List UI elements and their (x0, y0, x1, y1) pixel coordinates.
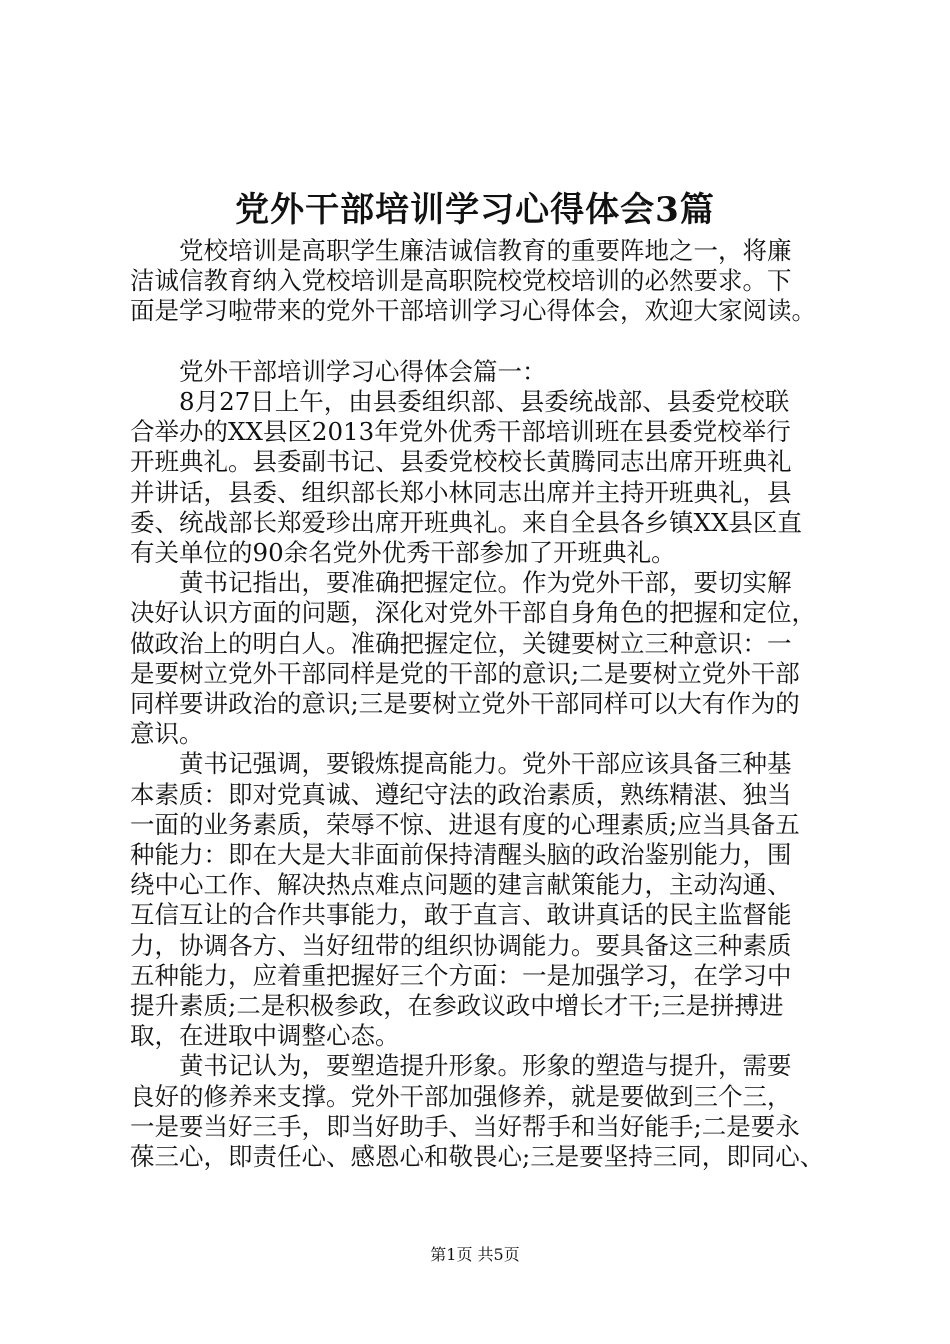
page-number-footer: 第1页 共5页 (430, 1245, 520, 1264)
text-line: 绕中心工作、解决热点难点问题的建言献策能力，主动沟通、 (130, 870, 792, 900)
text-line: 并讲话，县委、组织部长郑小林同志出席并主持开班典礼，县 (130, 477, 792, 507)
text-line: 黄书记指出，要准确把握定位。作为党外干部，要切实解 (179, 568, 792, 598)
text-line: 8月27日上午，由县委组织部、县委统战部、县委党校联 (179, 387, 790, 416)
text-line: 意识。 (130, 719, 204, 749)
text-line: 一面的业务素质，荣辱不惊、进退有度的心理素质;应当具备五 (130, 809, 800, 839)
text-line: 委、统战部长郑爱珍出席开班典礼。来自全县各乡镇XX县区直 (130, 507, 802, 537)
text-line: 党校培训是高职学生廉洁诚信教育的重要阵地之一，将廉 (179, 236, 792, 265)
text-line: 葆三心，即责任心、感恩心和敬畏心;三是要坚持三同，即同心、 (130, 1142, 825, 1172)
body-paragraph-1 (130, 387, 836, 568)
text-line: 一是要当好三手，即当好助手、当好帮手和当好能手;二是要永 (130, 1111, 800, 1141)
text-line: 取，在进取中调整心态。 (130, 1021, 400, 1051)
text-line: 本素质：即对党真诚、遵纪守法的政治素质，熟练精湛、独当 (130, 779, 792, 809)
text-line: 洁诚信教育纳入党校培训是高职院校党校培训的必然要求。下 (130, 266, 792, 296)
text-line: 有关单位的90余名党外优秀干部参加了开班典礼。 (130, 538, 676, 568)
document-body (130, 236, 836, 1172)
text-line: 种能力：即在大是大非面前保持清醒头脑的政治鉴别能力，围 (130, 840, 792, 870)
text-line: 提升素质;二是积极参政，在参政议政中增长才干;三是拼搏进 (130, 991, 784, 1021)
text-line: 开班典礼。县委副书记、县委党校校长黄腾同志出席开班典礼 (130, 447, 792, 477)
text-line: 互信互让的合作共事能力，敢于直言、敢讲真话的民主监督能 (130, 900, 792, 930)
body-paragraph-3 (130, 749, 836, 1051)
text-line: 良好的修养来支撑。党外干部加强修养，就是要做到三个三， (130, 1081, 792, 1111)
section-heading: 党外干部培训学习心得体会篇一： (179, 356, 547, 386)
text-line: 是要树立党外干部同样是党的干部的意识;二是要树立党外干部 (130, 658, 800, 688)
text-line: 同样要讲政治的意识;三是要树立党外干部同样可以大有作为的 (130, 689, 800, 719)
text-line: 面是学习啦带来的党外干部培训学习心得体会，欢迎大家阅读。 (130, 296, 816, 326)
intro-paragraph (130, 236, 836, 327)
document-title: 党外干部培训学习心得体会3篇 (235, 190, 715, 230)
text-line: 黄书记认为，要塑造提升形象。形象的塑造与提升，需要 (179, 1051, 792, 1081)
body-paragraph-2 (130, 568, 836, 749)
text-line: 黄书记强调，要锻炼提高能力。党外干部应该具备三种基 (179, 749, 792, 779)
paragraph-spacer (130, 327, 836, 357)
body-paragraph-4 (130, 1051, 836, 1172)
text-line: 力，协调各方、当好纽带的组织协调能力。要具备这三种素质 (130, 930, 792, 960)
text-line: 合举办的XX县区2013年党外优秀干部培训班在县委党校举行 (130, 417, 791, 447)
text-line: 五种能力，应着重把握好三个方面：一是加强学习，在学习中 (130, 960, 792, 990)
text-line: 决好认识方面的问题，深化对党外干部自身角色的把握和定位， (130, 598, 816, 628)
text-line: 做政治上的明白人。准确把握定位，关键要树立三种意识：一 (130, 628, 792, 658)
